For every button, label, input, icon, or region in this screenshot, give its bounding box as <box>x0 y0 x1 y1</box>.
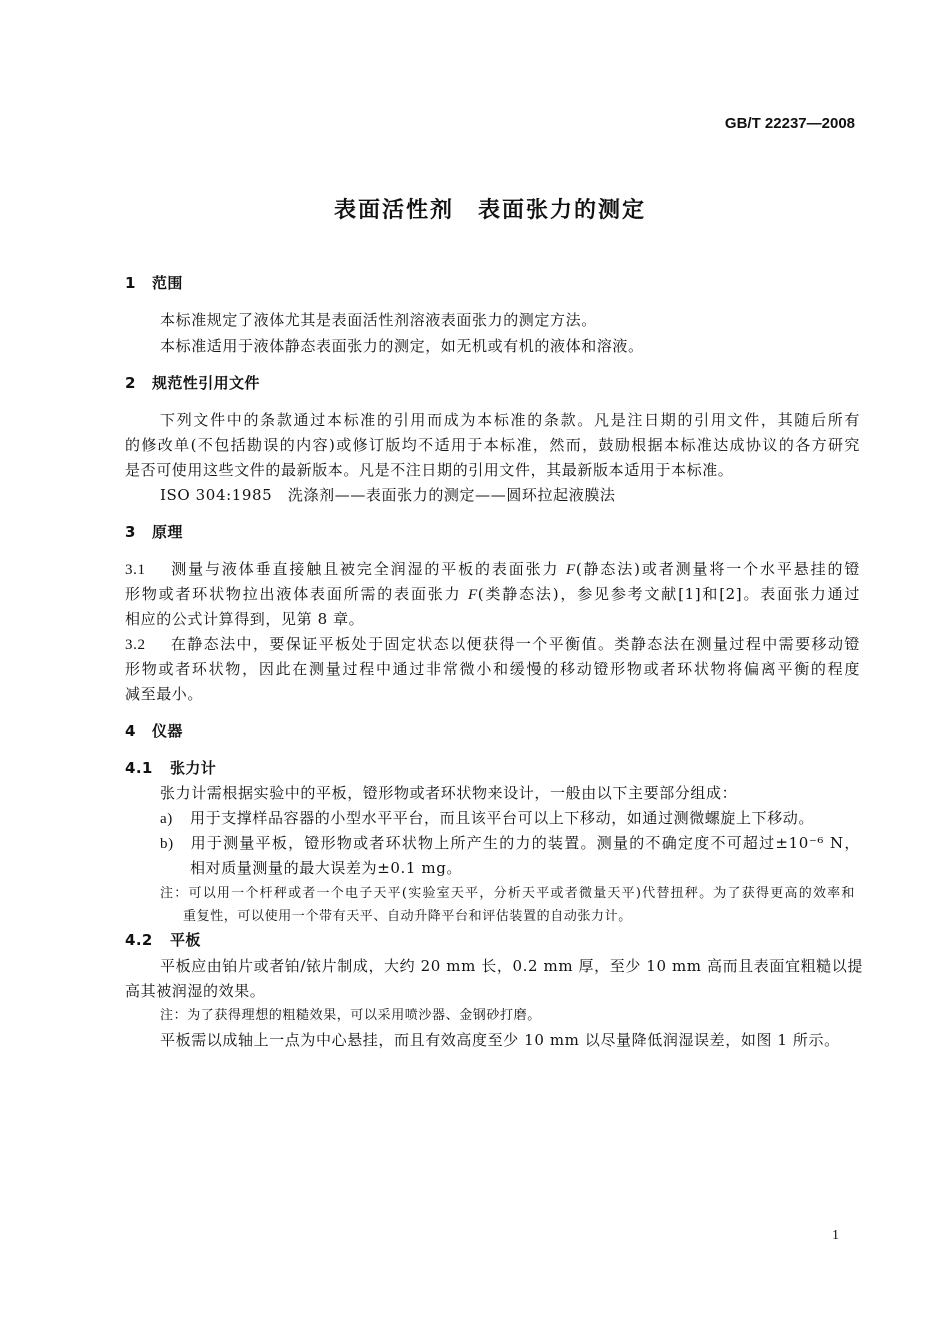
symbol-F: F <box>566 562 576 578</box>
clause-title: 平板 <box>170 931 201 949</box>
paragraph-line: 平板应由铂片或者铂/铱片制成，大约 20 mm 长，0.2 mm 厚，至少 10 mm 高而且表面宜粗糙以提 <box>160 957 863 975</box>
paragraph-line: 平板需以成轴上一点为中心悬挂，而且有效高度至少 10 mm 以尽量降低润湿误差，如图 1 所示。 <box>160 1031 840 1049</box>
section-number: 1 <box>125 274 136 292</box>
section-title: 范围 <box>152 274 183 292</box>
paragraph-line: 高其被润湿的效果。 <box>125 982 266 1000</box>
clause-3-2-line: 形物或者环状物，因此在测量过程中通过非常微小和缓慢的移动镫形物或者环状物将偏离平衡的程度 <box>125 660 860 678</box>
paragraph-line: 是否可使用这些文件的最新版本。凡是不注日期的引用文件，其最新版本适用于本标准。 <box>125 461 734 479</box>
section-4-heading <box>125 719 860 744</box>
list-label: b) <box>160 836 174 852</box>
reference-title: 洗涤剂——表面张力的测定——圆环拉起液膜法 <box>272 486 616 504</box>
list-text: 用于测量平板，镫形物或者环状物上所产生的力的装置。测量的不确定度不可超过±10⁻⁶ N， <box>190 834 860 852</box>
clause-number: 4.1 <box>125 759 153 777</box>
section-2-heading <box>125 371 860 396</box>
list-text: 用于支撑样品容器的小型水平平台，而且该平台可以上下移动，如通过测微螺旋上下移动。 <box>190 809 815 827</box>
text-run: 在静态法中，要保证平板处于固定状态以便获得一个平衡值。类静态法在测量过程中需要移动镫 <box>170 635 860 653</box>
list-label: a) <box>160 811 173 827</box>
clause-3-2-line <box>125 632 860 657</box>
note-line <box>160 882 855 905</box>
clause-title: 张力计 <box>170 759 217 777</box>
clause-4-1-heading <box>125 756 860 781</box>
clause-number: 3.2 <box>125 637 146 653</box>
document-title: 表面活性剂 表面张力的测定 <box>333 198 646 223</box>
clause-3-2-line: 减至最小。 <box>125 685 204 703</box>
note-label: 注： <box>160 1008 188 1023</box>
text-run: (类静态法)，参见参考文献[1]和[2]。表面张力通过 <box>477 585 861 603</box>
section-number: 4 <box>125 722 136 740</box>
normative-reference <box>160 483 860 508</box>
paragraph-line: 本标准规定了液体尤其是表面活性剂溶液表面张力的测定方法。 <box>160 311 597 329</box>
section-3-heading <box>125 520 860 545</box>
list-item <box>160 831 860 856</box>
paragraph-line: 张力计需根据实验中的平板，镫形物或者环状物来设计，一般由以下主要部分组成： <box>160 784 738 802</box>
note-label: 注： <box>160 886 189 901</box>
section-title: 原理 <box>152 523 183 541</box>
section-title: 规范性引用文件 <box>152 374 260 392</box>
note-line <box>160 1004 855 1027</box>
section-1-heading <box>125 271 860 296</box>
clause-3-1-line <box>125 557 860 582</box>
section-number: 2 <box>125 374 136 392</box>
paragraph-line: 下列文件中的条款通过本标准的引用而成为本标准的条款。凡是注日期的引用文件，其随后所有 <box>160 411 860 429</box>
reference-code: ISO 304:1985 <box>160 486 273 504</box>
standard-number: GB/T 22237—2008 <box>724 115 855 132</box>
paragraph-line: 本标准适用于液体静态表面张力的测定，如无机或有机的液体和溶液。 <box>160 337 644 355</box>
text-run: 形物或者环状物拉出液体表面所需的表面张力 <box>125 585 468 603</box>
paragraph-line: 的修改单(不包括勘误的内容)或修订版均不适用于本标准，然而，鼓励根据本标准达成协议的各方研究 <box>125 436 860 454</box>
text-run: (静态法)或者测量将一个水平悬挂的镫 <box>575 560 860 578</box>
list-item-continuation: 相对质量测量的最大误差为±0.1 mg。 <box>190 859 463 877</box>
note-text: 可以用一个杆秤或者一个电子天平(实验室天平，分析天平或者微量天平)代替扭秤。为了获得更高的效率和 <box>188 886 855 901</box>
section-number: 3 <box>125 523 136 541</box>
clause-3-1-line <box>125 582 860 607</box>
symbol-F: F <box>468 587 478 603</box>
note-text: 为了获得理想的粗糙效果，可以采用喷沙器、金钢砂打磨。 <box>187 1008 541 1023</box>
text-run: 测量与液体垂直接触且被完全润湿的平板的表面张力 <box>170 560 567 578</box>
section-title: 仪器 <box>152 722 183 740</box>
note-line: 重复性，可以使用一个带有天平、自动升降平台和评估装置的自动张力计。 <box>183 909 632 924</box>
clause-number: 3.1 <box>125 562 146 578</box>
list-item <box>160 806 860 831</box>
clause-number: 4.2 <box>125 931 153 949</box>
clause-3-1-line: 相应的公式计算得到，见第 8 章。 <box>125 610 365 628</box>
clause-4-2-heading <box>125 928 860 953</box>
page-number: 1 <box>832 1228 839 1243</box>
